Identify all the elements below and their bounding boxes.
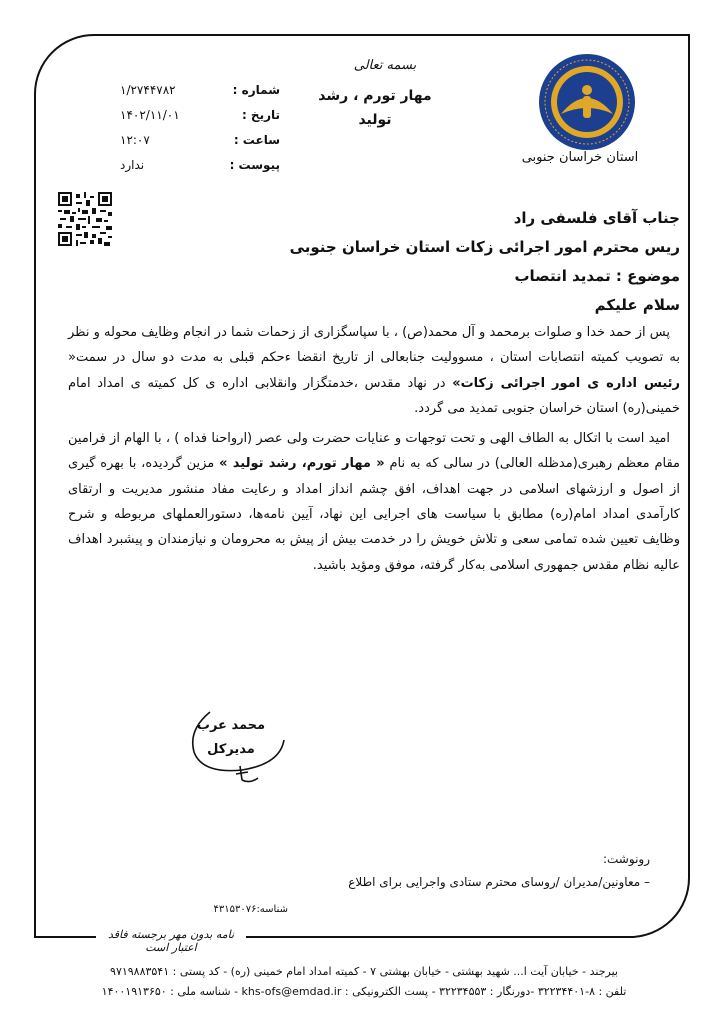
- footer-address: بیرجند - خیابان آیت ا... شهید بهشتی - خیابان بهشتی ۷ - کمیته امداد امام خمینی (ره) - کد پستی : ۹۷۱۹۸۸۳۵۴۱: [110, 965, 618, 978]
- cc-line: – معاونین/مدیران /روسای محترم ستادی واجرایی برای اطلاع: [348, 875, 650, 889]
- p1-bold: رئیس اداره ی امور اجرائی زکات»: [452, 375, 680, 391]
- p2-text-b: مزین گردیده، با بهره گیری از اصول و ارزشهای اسلامی در جهت اهداف، افق چشم انداز امداد و رعایت مفاد منشور مدیریت و ارتقای کارآمدی امداد امام(ره) مطابق با سیاست های اجرایی این نهاد، آیین نامه‌ها، دستورالعملهای مربوطه و شرح وظایف تعیین شده تمامی سعی و تلاش خویش را در خدمت بیش از پیش به محرومان و نیازمندان و پیشبرد اهداف عالیه نظام مقدس جمهوری اسلامی به‌کار گرفته، موفق ومؤید باشید.: [68, 456, 680, 573]
- body-paragraph-2: [68, 426, 680, 578]
- letter-subject: موضوع : تمدید انتصاب: [514, 267, 680, 285]
- signatory-title: مدیرکل: [207, 742, 255, 757]
- basmala: بسمه تعالی: [353, 58, 417, 73]
- meta-time-value: ۱۲:۰۷: [120, 133, 150, 147]
- footer: [40, 962, 688, 1002]
- footer-contact: تلفن : ۸-۳۲۲۳۴۴۰۱ -دورنگار : ۳۲۲۳۴۵۵۳ - پست الکترونیکی : khs-ofs@emdad.ir - شناسه ملی : ۱۴۰۰۱۹۱۳۶۵۰: [101, 985, 627, 998]
- signatory-name: محمد عرب: [196, 718, 266, 733]
- address-block: [80, 204, 680, 320]
- greeting: سلام علیکم: [594, 296, 680, 314]
- p2-bold: « مهار تورم، رشد تولید »: [219, 456, 385, 472]
- recipient-name: جناب آقای فلسفی راد: [513, 209, 680, 227]
- meta-date-value: ۱۴۰۲/۱۱/۰۱: [120, 108, 180, 122]
- letter-body: [68, 320, 680, 583]
- year-slogan: [300, 84, 450, 132]
- meta-time: [120, 128, 280, 153]
- meta-attachment-value: ندارد: [120, 158, 145, 172]
- body-paragraph-1: [68, 320, 680, 421]
- validity-motto: نامه بدون مهر برجسته فاقد اعتبار است: [96, 928, 246, 954]
- meta-date: [120, 103, 280, 128]
- slogan-line-1: مهار تورم ، رشد: [318, 88, 432, 104]
- recipient-position: ریس محترم امور اجرائی زکات استان خراسان جنوبی: [289, 238, 680, 256]
- p2-text-a: امید است با اتکال به الطاف الهی و تحت توجهات و عنایات حضرت ولی عصر (ارواحنا فداه ) ، با الهام از فرامین مقام معظم رهبری(مدظله العالی) در سالی که به نام: [68, 431, 680, 472]
- slogan-line-2: تولید: [358, 112, 392, 128]
- meta-time-label: ساعت :: [233, 133, 280, 147]
- document-id: شناسه:۴۳۱۵۳۰۷۶: [213, 904, 288, 915]
- relief-foundation-logo-icon: [537, 52, 637, 152]
- meta-number-label: شماره :: [232, 83, 280, 97]
- meta-attachment-label: پیوست :: [229, 158, 280, 172]
- meta-number: [120, 78, 280, 103]
- signatory: [176, 714, 286, 762]
- cc-label: رونوشت:: [602, 852, 650, 866]
- meta-date-label: تاریخ :: [241, 108, 280, 122]
- province-name: استان خراسان جنوبی: [521, 150, 639, 165]
- meta-attachment: [120, 153, 280, 178]
- letter-meta: [120, 78, 280, 178]
- cc-block: [90, 848, 650, 894]
- p1-text-b: در نهاد مقدس ،خدمتگزار وانقلابی اداره ی کل کمیته ی امداد امام خمینی(ره) استان خراسان جنوبی تمدید می گردد.: [68, 375, 680, 416]
- p1-text-a: پس از حمد خدا و صلوات برمحمد و آل محمد(ص) ، با سپاسگزاری از زحمات شما در انجام وظایف محوله و نظر به تصویب کمیته انتصابات استان ، مسوولیت جنابعالی از تاریخ انقضا ءحکم قبلی به مدت دو سال در سمت«: [68, 325, 680, 366]
- meta-number-value: ۱/۲۷۴۴۷۸۲: [120, 83, 176, 97]
